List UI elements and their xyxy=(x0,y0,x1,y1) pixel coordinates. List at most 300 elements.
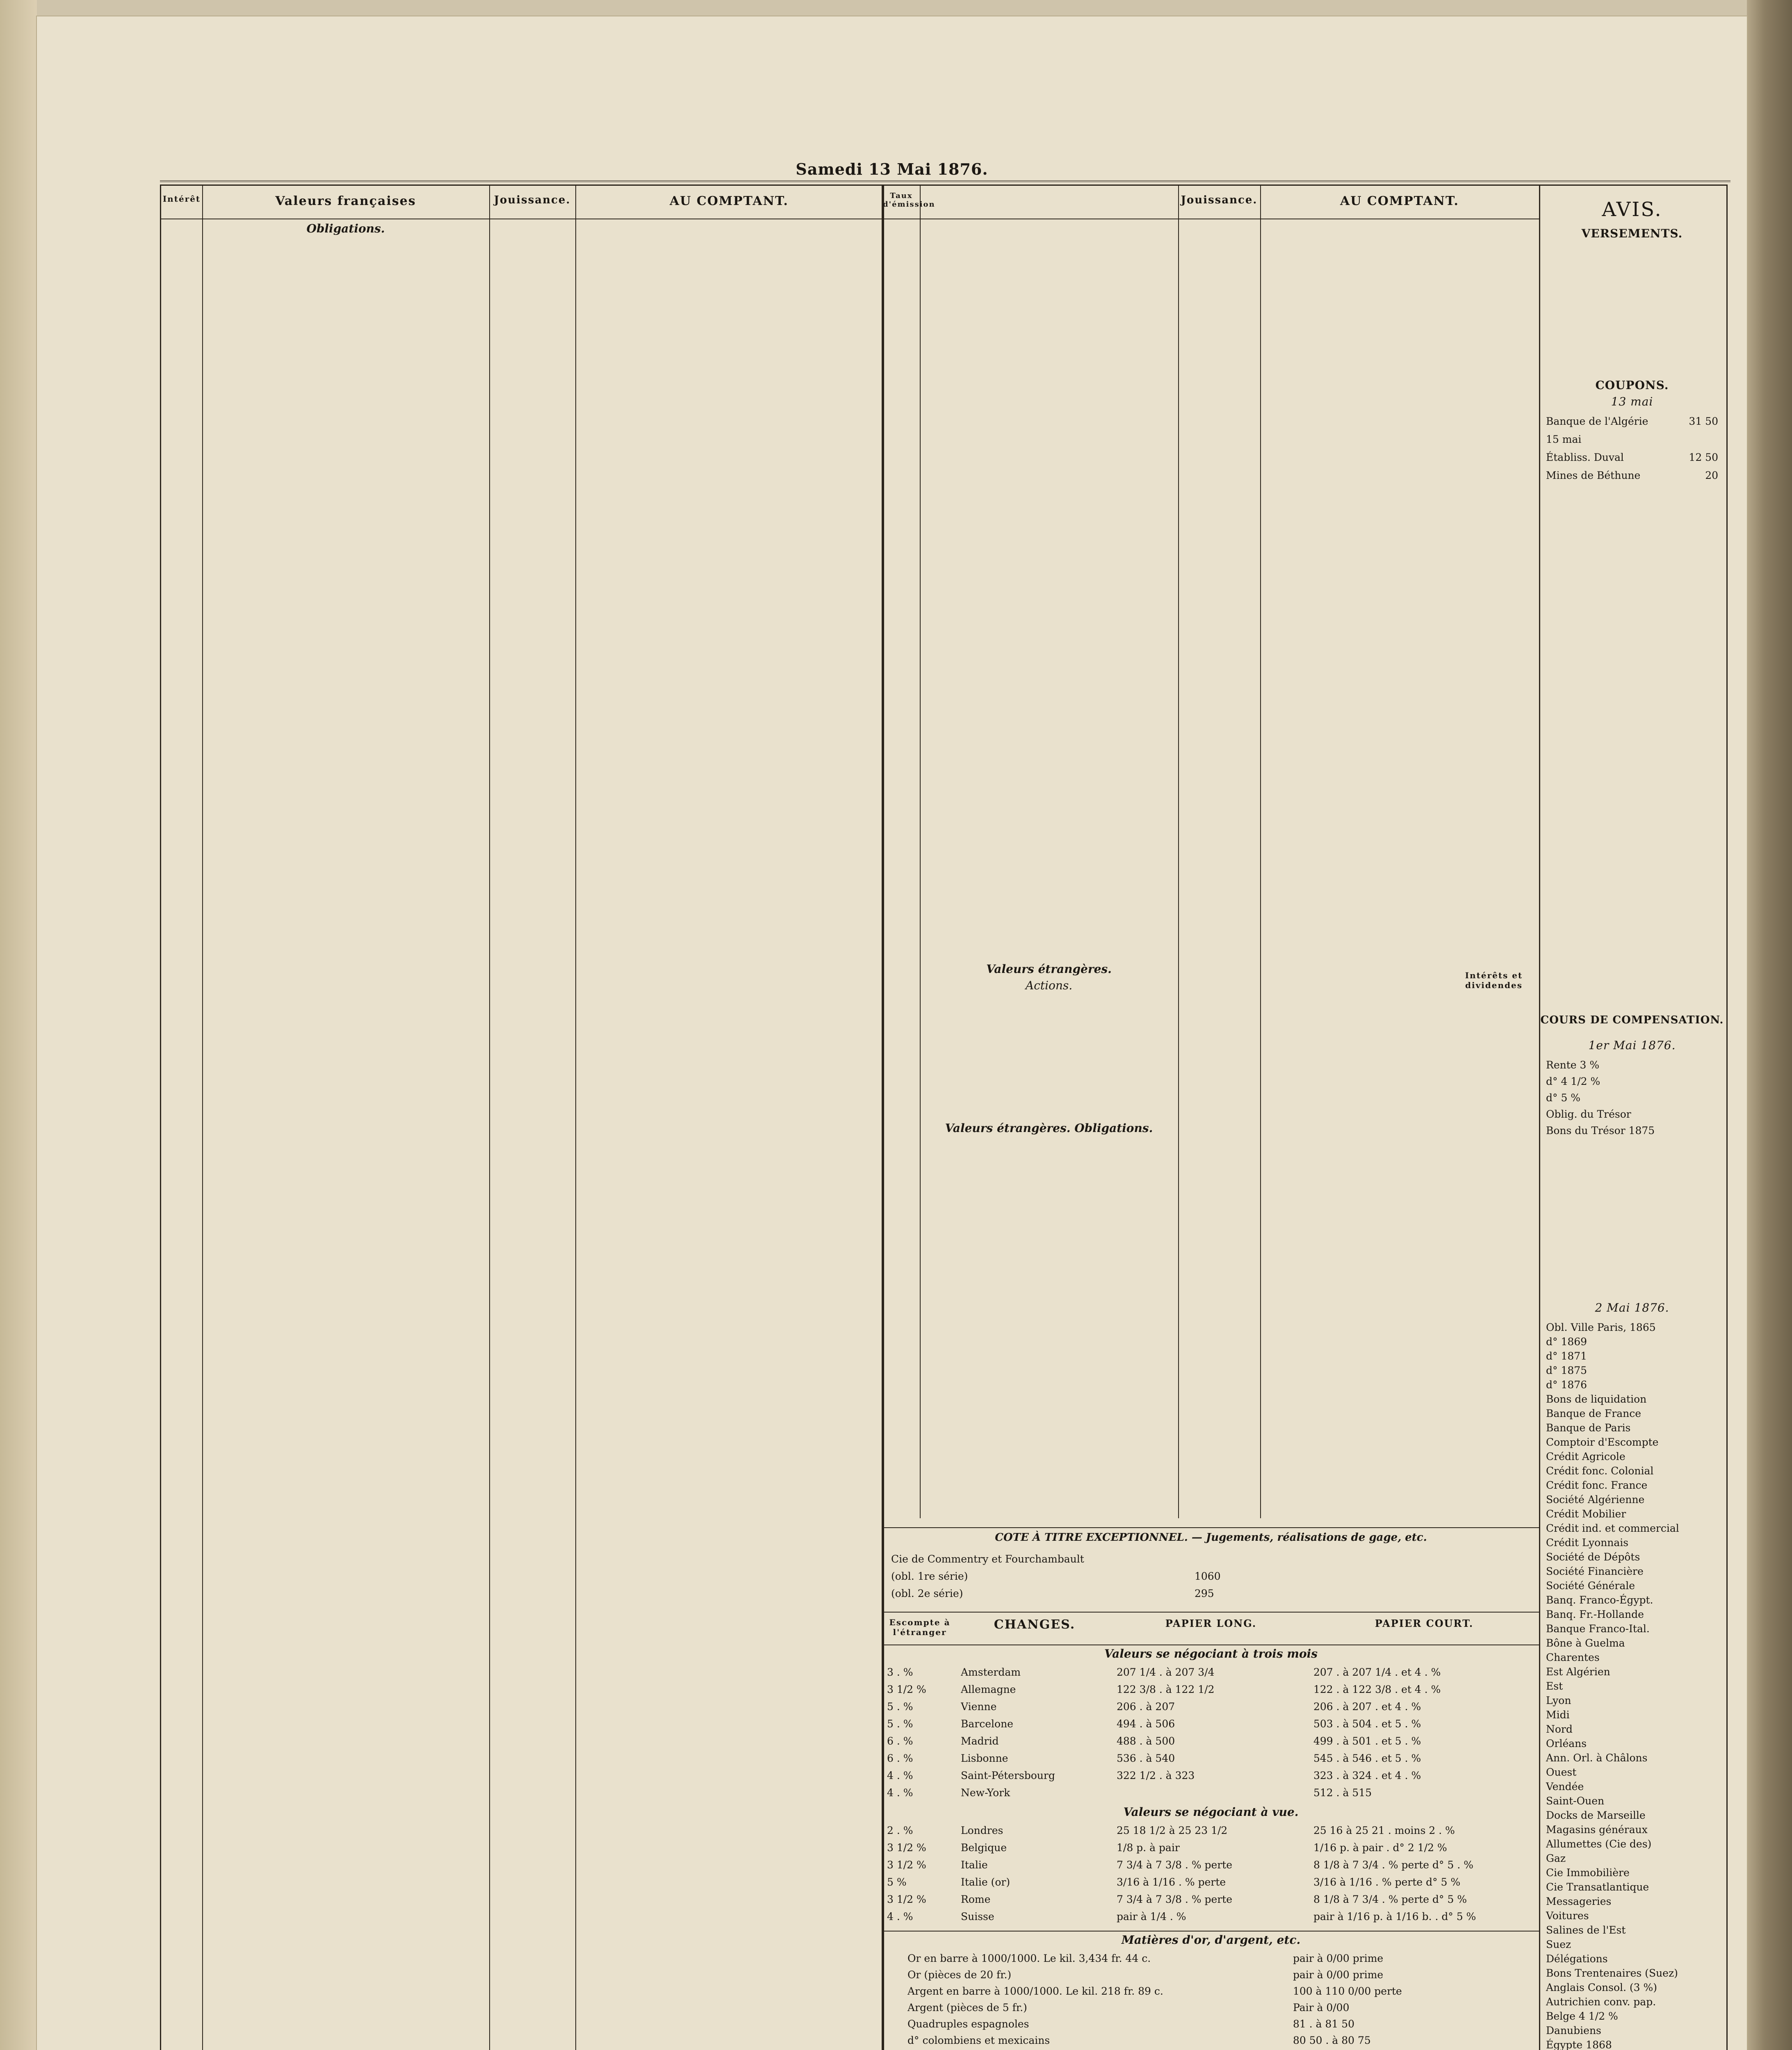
page-date: Samedi 13 Mai 1876. xyxy=(796,160,988,178)
table-row xyxy=(161,539,883,554)
metal-row xyxy=(883,2017,1539,2032)
table-row xyxy=(883,872,1539,887)
avis-row-name: Bons Trentenaires (Suez) xyxy=(1546,1967,1678,1979)
table-row xyxy=(161,2037,883,2050)
avis-row-name: Bons du Trésor 1875 xyxy=(1546,1125,1655,1137)
table-row xyxy=(161,1808,883,1823)
avis-row-name: Établiss. Duval xyxy=(1546,451,1624,463)
change-long: pair à 1/4 . % xyxy=(1117,1911,1186,1922)
change-place: Rome xyxy=(961,1893,991,1905)
table-row xyxy=(161,750,883,765)
table-row xyxy=(883,562,1539,577)
table-row xyxy=(161,1050,883,1065)
change-court: 545 . à 546 . et 5 . % xyxy=(1313,1752,1421,1764)
table-row xyxy=(883,1048,1539,1063)
change-esc: 5 . % xyxy=(887,1701,913,1713)
change-long: 25 18 1/2 à 25 23 1/2 xyxy=(1117,1824,1228,1836)
header-rule xyxy=(160,180,1730,182)
table-row xyxy=(161,1579,883,1594)
table-row xyxy=(161,1191,883,1206)
table-row xyxy=(161,468,883,483)
change-court: 25 16 à 25 21 . moins 2 . % xyxy=(1313,1824,1455,1836)
avis-row xyxy=(1546,1752,1718,1764)
metal-price: 100 à 110 0/00 perte xyxy=(1293,1985,1402,1997)
table-row xyxy=(161,1015,883,1030)
avis-row xyxy=(1546,1393,1718,1405)
table-row xyxy=(883,269,1539,284)
table-row xyxy=(161,1967,883,1982)
avis-row-name: d° 1875 xyxy=(1546,1364,1587,1376)
papier-court-head: PAPIER COURT. xyxy=(1375,1617,1474,1629)
change-place: Belgique xyxy=(961,1842,1007,1854)
avis-row-name: Anglais Consol. (3 %) xyxy=(1546,1982,1657,1993)
table-row xyxy=(161,310,883,324)
section-valeurs-etrangeres: Valeurs étrangères. xyxy=(986,962,1112,976)
avis-row-name: 15 mai xyxy=(1546,433,1582,445)
table-row xyxy=(161,680,883,695)
table-row xyxy=(883,820,1539,835)
change-long: 206 . à 207 xyxy=(1117,1701,1175,1713)
change-long: 494 . à 506 xyxy=(1117,1718,1175,1730)
metal-name: Argent en barre à 1000/1000. Le kil. 218 fr. 89 c. xyxy=(907,1985,1163,1997)
avis-row xyxy=(1546,1938,1718,1950)
table-row xyxy=(161,433,883,448)
change-court: 3/16 à 1/16 . % perte d° 5 % xyxy=(1313,1876,1461,1888)
table-row xyxy=(883,1157,1539,1172)
avis-row xyxy=(1546,2039,1718,2050)
change-place: Amsterdam xyxy=(961,1666,1021,1678)
change-esc: 5 . % xyxy=(887,1718,913,1730)
avis-row xyxy=(1546,415,1718,427)
table-row xyxy=(161,1385,883,1400)
avis-row xyxy=(1546,1059,1718,1071)
column-head-dividendes: Intérêts et dividendes xyxy=(1465,970,1523,990)
table-row xyxy=(161,733,883,747)
avis-row xyxy=(1546,1608,1718,1620)
table-row xyxy=(883,1295,1539,1310)
table-row xyxy=(161,1226,883,1241)
table-row xyxy=(161,239,883,254)
avis-row-name: Est xyxy=(1546,1680,1563,1692)
table-row xyxy=(161,380,883,395)
metal-row xyxy=(883,1968,1539,1982)
avis-row xyxy=(1546,1666,1718,1678)
page-edge xyxy=(0,0,37,2050)
table-row xyxy=(883,1192,1539,1207)
table-row xyxy=(161,1491,883,1506)
metal-row xyxy=(883,1951,1539,1966)
table-row xyxy=(161,944,883,959)
table-row xyxy=(883,355,1539,370)
change-esc: 3 1/2 % xyxy=(887,1893,926,1905)
avis-row-name: Ouest xyxy=(1546,1766,1577,1778)
avis-row-name: Banque Franco-Ital. xyxy=(1546,1623,1650,1635)
change-row xyxy=(883,1665,1539,1680)
table-row xyxy=(161,1702,883,1717)
table-row xyxy=(161,362,883,377)
table-row xyxy=(883,907,1539,921)
table-row xyxy=(161,1332,883,1347)
avis-row xyxy=(1546,1809,1718,1821)
avis-row-name: Société de Dépôts xyxy=(1546,1551,1640,1563)
change-long: 322 1/2 . à 323 xyxy=(1117,1770,1195,1781)
avis-row-name: Rente 3 % xyxy=(1546,1059,1600,1071)
table-row xyxy=(883,769,1539,784)
table-row xyxy=(161,1597,883,1611)
divider xyxy=(883,1612,1539,1613)
change-court: 503 . à 504 . et 5 . % xyxy=(1313,1718,1421,1730)
change-court: pair à 1/16 p. à 1/16 b. . d° 5 % xyxy=(1313,1911,1476,1922)
table-row xyxy=(161,1632,883,1647)
avis-row xyxy=(1546,1910,1718,1922)
change-esc: 6 . % xyxy=(887,1735,913,1747)
change-row xyxy=(883,1909,1539,1924)
change-row xyxy=(883,1717,1539,1731)
table-row xyxy=(161,838,883,853)
table-row xyxy=(161,398,883,412)
table-row xyxy=(161,345,883,360)
change-place: Madrid xyxy=(961,1735,999,1747)
avis-row-name: Société Algérienne xyxy=(1546,1494,1645,1506)
avis-row-name: Cie Immobilière xyxy=(1546,1867,1630,1879)
avis-row-name: Midi xyxy=(1546,1709,1570,1721)
exc-name: Cie de Commentry et Fourchambault xyxy=(891,1553,1084,1565)
table-row xyxy=(161,1473,883,1488)
table-row xyxy=(883,493,1539,508)
metal-name: d° colombiens et mexicains xyxy=(907,2034,1050,2046)
avis-row-name: Magasins généraux xyxy=(1546,1824,1648,1836)
change-place: Italie xyxy=(961,1859,988,1871)
left-panel-valeurs-francaises xyxy=(160,184,884,2050)
table-row xyxy=(161,1420,883,1435)
metal-row xyxy=(883,1984,1539,1999)
change-row xyxy=(883,1786,1539,1800)
changes-head: CHANGES. xyxy=(994,1617,1076,1632)
table-row xyxy=(161,1121,883,1135)
versements-title: VERSEMENTS. xyxy=(1581,227,1683,240)
avis-row xyxy=(1546,451,1718,463)
change-court: 1/16 p. à pair . d° 2 1/2 % xyxy=(1313,1842,1447,1854)
table-row xyxy=(161,1720,883,1735)
table-row xyxy=(883,510,1539,525)
table-row xyxy=(883,683,1539,697)
change-long: 122 3/8 . à 122 1/2 xyxy=(1117,1683,1215,1695)
section-obligations-etrangeres: Valeurs étrangères. Obligations. xyxy=(945,1121,1153,1135)
avis-row xyxy=(1546,1766,1718,1778)
escompte-head: Escompte à l'étranger xyxy=(889,1617,951,1637)
table-row xyxy=(161,909,883,924)
table-row xyxy=(161,1138,883,1153)
avis-row-name: Vendée xyxy=(1546,1781,1584,1793)
table-row xyxy=(883,1450,1539,1465)
table-row xyxy=(161,1068,883,1082)
avis-row-name: d° 1871 xyxy=(1546,1350,1587,1362)
table-row xyxy=(161,521,883,536)
table-row xyxy=(161,1914,883,1929)
avis-row-name: Crédit fonc. Colonial xyxy=(1546,1465,1654,1477)
table-row xyxy=(883,338,1539,353)
table-row xyxy=(883,1140,1539,1155)
avis-row-name: Obl. Ville Paris, 1865 xyxy=(1546,1321,1656,1333)
avis-row xyxy=(1546,1075,1718,1087)
avis-row-name: Délégations xyxy=(1546,1953,1608,1965)
table-row xyxy=(161,1032,883,1047)
table-row xyxy=(883,1278,1539,1293)
table-row xyxy=(883,459,1539,474)
table-row xyxy=(883,1364,1539,1379)
table-row xyxy=(883,1347,1539,1362)
avis-row-value: 12 50 xyxy=(1689,451,1718,463)
table-row xyxy=(883,924,1539,938)
avis-row-name: Égypte 1868 xyxy=(1546,2039,1612,2050)
table-row xyxy=(161,1614,883,1629)
avis-row-name: Charentes xyxy=(1546,1651,1600,1663)
coupons-title: COUPONS. xyxy=(1595,378,1669,392)
table-row xyxy=(161,292,883,307)
change-place: Londres xyxy=(961,1824,1003,1836)
change-esc: 6 . % xyxy=(887,1752,913,1764)
avis-row-name: Allumettes (Cie des) xyxy=(1546,1838,1652,1850)
change-row xyxy=(883,1892,1539,1907)
table-row xyxy=(883,803,1539,818)
divider xyxy=(883,1931,1539,1932)
table-row xyxy=(883,648,1539,663)
change-place: New-York xyxy=(961,1787,1010,1799)
table-row xyxy=(161,927,883,941)
table-row xyxy=(883,889,1539,904)
metal-price: pair à 0/00 prime xyxy=(1293,1952,1384,1964)
table-row xyxy=(883,665,1539,680)
cote-exceptionnelle-title: COTE À TITRE EXCEPTIONNEL. — Jugements, réalisations de gage, etc. xyxy=(995,1531,1427,1544)
table-row xyxy=(883,752,1539,766)
table-row xyxy=(161,627,883,642)
avis-row-name: Autrichien conv. pap. xyxy=(1546,1996,1656,2008)
change-esc: 3 1/2 % xyxy=(887,1683,926,1695)
avis-row-name: Gaz xyxy=(1546,1852,1566,1864)
avis-row xyxy=(1546,1350,1718,1362)
table-row xyxy=(161,1173,883,1188)
avis-row xyxy=(1546,1336,1718,1348)
table-row xyxy=(883,528,1539,542)
table-row xyxy=(161,2002,883,2017)
table-row xyxy=(883,1381,1539,1396)
table-row xyxy=(883,424,1539,439)
avis-row xyxy=(1546,1321,1718,1333)
avis-row xyxy=(1546,1867,1718,1879)
table-row xyxy=(883,855,1539,870)
change-esc: 4 . % xyxy=(887,1787,913,1799)
table-row xyxy=(161,1508,883,1523)
table-row xyxy=(883,941,1539,956)
table-row xyxy=(161,1156,883,1171)
table-row xyxy=(883,1066,1539,1080)
table-row xyxy=(161,1843,883,1858)
change-place: Italie (or) xyxy=(961,1876,1010,1888)
avis-row-name: Mines de Béthune xyxy=(1546,469,1641,481)
avis-row xyxy=(1546,1852,1718,1864)
avis-row-value: 20 xyxy=(1705,469,1718,481)
avis-row-name: Orléans xyxy=(1546,1738,1587,1749)
exc-row xyxy=(883,1586,1539,1601)
table-row xyxy=(161,1561,883,1576)
table-row xyxy=(161,451,883,465)
table-row xyxy=(161,1879,883,1893)
table-row xyxy=(161,715,883,730)
change-court: 122 . à 122 3/8 . et 4 . % xyxy=(1313,1683,1441,1695)
change-long: 536 . à 540 xyxy=(1117,1752,1175,1764)
table-row xyxy=(883,597,1539,611)
column-head-valeurs-francaises: Valeurs françaises xyxy=(275,194,416,208)
change-esc: 5 % xyxy=(887,1876,907,1888)
avis-row-name: Messageries xyxy=(1546,1895,1612,1907)
table-row xyxy=(883,545,1539,560)
column-head-interet: Intérêt xyxy=(162,194,201,204)
table-row xyxy=(883,1416,1539,1430)
table-row xyxy=(161,274,883,289)
table-row xyxy=(161,257,883,271)
avis-row xyxy=(1546,2010,1718,2022)
table-row xyxy=(161,1456,883,1470)
table-row xyxy=(161,1262,883,1276)
table-row xyxy=(161,856,883,871)
avis-row-name: Banque de Paris xyxy=(1546,1422,1631,1434)
newspaper-page xyxy=(37,16,1747,2050)
avis-row xyxy=(1546,1092,1718,1104)
change-row xyxy=(883,1699,1539,1714)
avis-row xyxy=(1546,1738,1718,1749)
papier-long-head: PAPIER LONG. xyxy=(1165,1617,1257,1629)
table-row xyxy=(161,1738,883,1752)
avis-row xyxy=(1546,1637,1718,1649)
table-row xyxy=(883,1485,1539,1499)
table-row xyxy=(161,1667,883,1682)
table-row xyxy=(161,1773,883,1788)
avis-row-name: Crédit ind. et commercial xyxy=(1546,1522,1679,1534)
metal-price: 81 . à 81 50 xyxy=(1293,2018,1355,2030)
avis-row xyxy=(1546,433,1718,445)
avis-row-name: Crédit fonc. France xyxy=(1546,1479,1648,1491)
change-court: 512 . à 515 xyxy=(1313,1787,1372,1799)
avis-row xyxy=(1546,1465,1718,1477)
metal-name: Quadruples espagnoles xyxy=(907,2018,1029,2030)
table-row xyxy=(883,287,1539,301)
avis-row xyxy=(1546,1580,1718,1592)
table-row xyxy=(883,786,1539,801)
column-head-au-comptant: AU COMPTANT. xyxy=(670,194,789,208)
table-row xyxy=(883,1014,1539,1029)
change-long: 488 . à 500 xyxy=(1117,1735,1175,1747)
table-row xyxy=(883,1175,1539,1189)
avis-row xyxy=(1546,1436,1718,1448)
table-row xyxy=(161,768,883,783)
metal-name: Argent (pièces de 5 fr.) xyxy=(907,2002,1027,2014)
right-panel-avis xyxy=(1538,184,1728,2050)
change-court: 8 1/8 à 7 3/4 . % perte d° 5 . % xyxy=(1313,1859,1474,1871)
column-head-jouissance: Jouissance. xyxy=(494,194,571,206)
column-head-taux-emission: Taux d'émission xyxy=(883,191,935,209)
change-place: Allemagne xyxy=(961,1683,1016,1695)
avis-row xyxy=(1546,1479,1718,1491)
avis-row xyxy=(1546,1594,1718,1606)
avis-row xyxy=(1546,1508,1718,1520)
change-row xyxy=(883,1734,1539,1749)
avis-row xyxy=(1546,1651,1718,1663)
change-place: Barcelone xyxy=(961,1718,1013,1730)
vue-title: Valeurs se négociant à vue. xyxy=(1123,1805,1299,1819)
exc-price: 1060 xyxy=(1195,1570,1221,1582)
table-row xyxy=(883,1100,1539,1115)
avis-row-name: d° 4 1/2 % xyxy=(1546,1075,1600,1087)
column-head-jouissance: Jouissance. xyxy=(1181,194,1258,206)
table-row xyxy=(883,442,1539,456)
metal-row xyxy=(883,2033,1539,2048)
avis-row-name: Suez xyxy=(1546,1938,1571,1950)
metal-price: pair à 0/00 prime xyxy=(1293,1969,1384,1981)
table-row xyxy=(883,579,1539,594)
column-head-au-comptant: AU COMPTANT. xyxy=(1340,194,1459,208)
cours-compensation-title: COURS DE COMPENSATION. xyxy=(1540,1014,1724,1026)
table-row xyxy=(161,1649,883,1664)
table-row xyxy=(161,1314,883,1329)
table-row xyxy=(161,1367,883,1382)
avis-row xyxy=(1546,1565,1718,1577)
change-esc: 3 1/2 % xyxy=(887,1842,926,1854)
avis-row-name: Est Algérien xyxy=(1546,1666,1610,1678)
table-row xyxy=(883,631,1539,646)
table-row xyxy=(883,1502,1539,1517)
metal-row xyxy=(883,2000,1539,2015)
avis-row xyxy=(1546,1125,1718,1137)
table-row xyxy=(161,1544,883,1558)
change-esc: 3 . % xyxy=(887,1666,913,1678)
table-row xyxy=(883,1433,1539,1448)
change-esc: 2 . % xyxy=(887,1824,913,1836)
change-long: 3/16 à 1/16 . % perte xyxy=(1117,1876,1226,1888)
avis-row xyxy=(1546,1924,1718,1936)
avis-row xyxy=(1546,1422,1718,1434)
table-row xyxy=(161,1297,883,1312)
avis-row xyxy=(1546,1108,1718,1120)
table-row xyxy=(883,700,1539,715)
avis-row xyxy=(1546,2025,1718,2036)
exc-row xyxy=(883,1552,1539,1567)
avis-row xyxy=(1546,1881,1718,1893)
table-row xyxy=(883,304,1539,319)
table-row xyxy=(161,1244,883,1259)
table-row xyxy=(161,415,883,430)
change-court: 8 1/8 à 7 3/4 . % perte d° 5 % xyxy=(1313,1893,1467,1905)
change-place: Lisbonne xyxy=(961,1752,1008,1764)
table-row xyxy=(161,662,883,677)
metal-name: Or en barre à 1000/1000. Le kil. 3,434 fr. 44 c. xyxy=(907,1952,1151,1964)
table-row xyxy=(161,574,883,589)
avis-title: AVIS. xyxy=(1602,198,1662,221)
table-row xyxy=(161,1350,883,1364)
avis-row-name: Salines de l'Est xyxy=(1546,1924,1626,1936)
avis-row-name: Banq. Franco-Égypt. xyxy=(1546,1594,1653,1606)
avis-row xyxy=(1546,1537,1718,1549)
middle-panel-valeurs-etrangeres xyxy=(882,184,1540,2050)
exc-row xyxy=(883,1569,1539,1584)
table-row xyxy=(161,1209,883,1223)
book-spine xyxy=(1747,0,1792,2050)
cours-date-1: 1er Mai 1876. xyxy=(1588,1039,1676,1052)
avis-row xyxy=(1546,1379,1718,1391)
change-esc: 3 1/2 % xyxy=(887,1859,926,1871)
change-row xyxy=(883,1840,1539,1855)
exc-price: 295 xyxy=(1195,1588,1214,1599)
table-row xyxy=(161,697,883,712)
